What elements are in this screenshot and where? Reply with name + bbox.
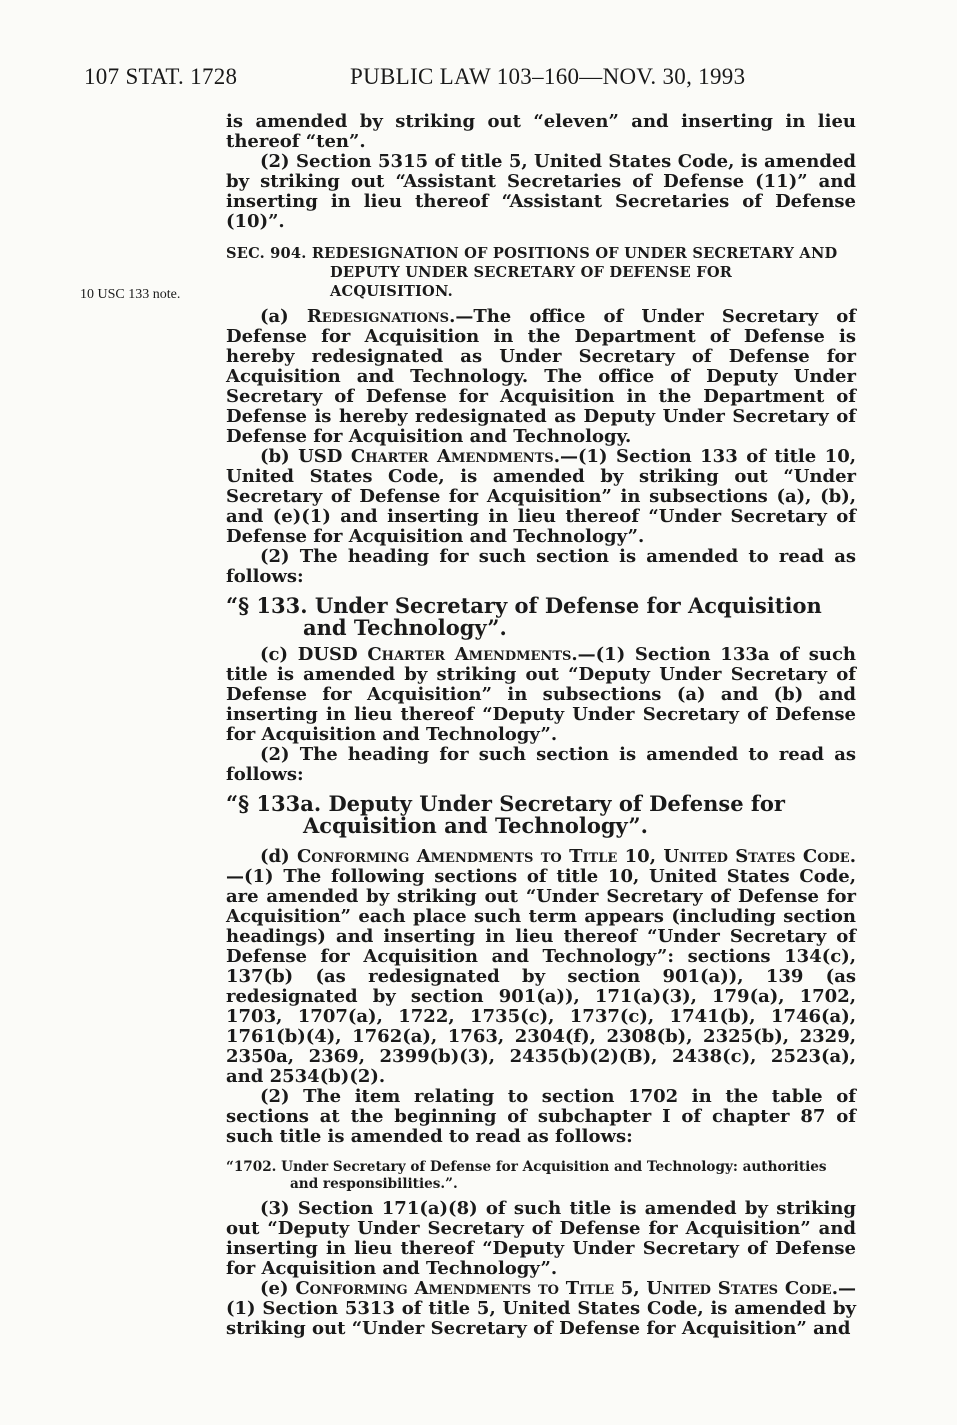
subsection-c-heading: Charter Amendments	[367, 644, 572, 665]
stat-page-number: 107 STAT. 1728	[84, 64, 238, 89]
subsection-d-heading: Conforming Amendments to Title 10, United States Code	[296, 846, 850, 867]
subsection-e-heading: Conforming Amendments to Title 5, United States Code	[295, 1278, 832, 1299]
subsection-d-2: (2) The item relating to section 1702 in the table of sections at the beginning of subchapter I of chapter 87 of such title is amended to read as follows:	[226, 1086, 856, 1147]
subsection-d-3: (3) Section 171(a)(8) of such title is amended by striking out “Deputy Under Secretary of Defense for Acquisition” and inserting in lieu thereof “Deputy Under Secretary of Defense for Acquisition and Technology”.	[226, 1198, 856, 1279]
subsection-c: (c) DUSD Charter Amendments.—(1) Section 133a of such title is amended by striking out “Deputy Under Secretary of Defense for Acquisition” in subsections (a) and (b) and inserting in lieu thereof “Deputy Under Secretary of Defense for Acquisition and Technology”.	[226, 644, 856, 745]
subsection-c-2: (2) The heading for such section is amended to read as follows:	[226, 744, 856, 785]
running-header: PUBLIC LAW 103–160—NOV. 30, 1993	[350, 64, 746, 89]
subsection-a: (a) Redesignations.—The office of Under Secretary of Defense for Acquisition in the Department of Defense is hereby redesignated as Under Secretary of Defense for Acquisition and Technology. The office of Deputy Under Secretary of Defense for Acquisition in the Department of Defense is hereby redesignated as Deputy Under Secretary of Defense for Acquisition and Technology.	[226, 306, 856, 447]
main-text-column	[226, 112, 856, 1339]
paragraph-2: (2) Section 5315 of title 5, United States Code, is amended by striking out “Assistant Secretaries of Defense (11)” and inserting in lieu thereof “Assistant Secretaries of Defense (10)”.	[226, 151, 856, 232]
code-section-heading-133a: “§ 133a. Deputy Under Secretary of Defense for Acquisition and Technology”.	[226, 791, 785, 838]
subsection-e: (e) Conforming Amendments to Title 5, United States Code.—(1) Section 5313 of title 5, United States Code, is amended by striking out “Under Secretary of Defense for Acquisition” and	[226, 1278, 856, 1339]
paragraph-continued: is amended by striking out “eleven” and inserting in lieu thereof “ten”.	[226, 111, 856, 152]
code-section-heading-133: “§ 133. Under Secretary of Defense for Acquisition and Technology”.	[226, 593, 822, 640]
subsection-a-heading: Redesignations	[306, 306, 450, 327]
subsection-d: (d) Conforming Amendments to Title 10, United States Code.—(1) The following sections of title 10, United States Code, are amended by striking out “Under Secretary of Defense for Acquisition” each place such term appears (including section headings) and inserting in lieu thereof “Under Secretary of Defense for Acquisition and Technology”: sections 134(c), 137(b) (as redesignated by section 901(a)), 139 (as redesignated by section 901(a)), 171(a)(3), 179(a), 1702, 1703, 1707(a), 1722, 1735(c), 1737(c), 1741(b), 1746(a), 1761(b)(4), 1762(a), 1763, 2304(f), 2308(b), 2325(b), 2329, 2350a, 2369, 2399(b)(3), 2435(b)(2)(B), 2438(c), 2523(a), and 2534(b)(2).	[226, 846, 856, 1087]
table-of-sections-entry: “1702. Under Secretary of Defense for Acquisition and Technology: authorities and responsibilities.”.	[226, 1159, 827, 1192]
subsection-b: (b) USD Charter Amendments.—(1) Section 133 of title 10, United States Code, is amended by striking out “Under Secretary of Defense for Acquisition” in subsections (a), (b), and (e)(1) and inserting in lieu thereof “Under Secretary of Defense for Acquisition and Technology”.	[226, 446, 856, 547]
margin-note: 10 USC 133 note.	[80, 287, 181, 302]
subsection-b-2: (2) The heading for such section is amended to read as follows:	[226, 546, 856, 587]
section-heading	[226, 244, 856, 301]
subsection-b-heading: Charter Amendments	[350, 446, 554, 467]
section-number: SEC. 904.	[226, 245, 307, 262]
section-title: REDESIGNATION OF POSITIONS OF UNDER SECRETARY AND DEPUTY UNDER SECRETARY OF DEFENSE FOR ACQUISITION.	[311, 245, 838, 300]
